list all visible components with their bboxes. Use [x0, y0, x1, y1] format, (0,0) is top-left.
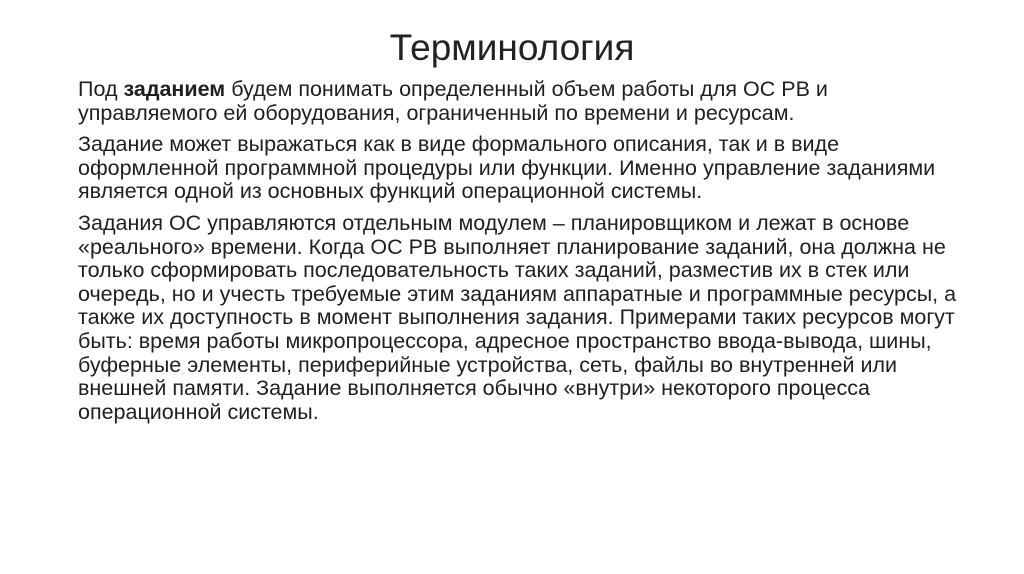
paragraph-1-text: будем понимать определенный объем работы для ОС РВ и управляемого ей оборудования, ограниченный по времени и ресурсам. — [78, 77, 828, 125]
paragraph-1-prefix: Под — [78, 77, 124, 101]
paragraph-task-forms: Задание может выражаться как в виде формального описания, так и в виде оформленной программной процедуры или функции. Именно управление заданиями является одной из основных функций операционной системы. — [78, 132, 936, 204]
paragraph-task-definition — [78, 78, 958, 125]
term-task: заданием — [123, 77, 226, 101]
paragraph-task-scheduling: Задания ОС управляются отдельным модулем – планировщиком и лежат в основе «реального» времени. Когда ОС РВ выполняет планирование заданий, она должна не только сформировать последовательность таких заданий, разместив их в стек или очередь, но и учесть требуемые этим заданиям аппаратные и программные ресурсы, а также их доступность в момент выполнения задания. Примерами таких ресурсов могут быть: время работы микропроцессора, адресное пространство ввода-вывода, шины, буферные элементы, периферийные устройства, сеть, файлы во внутренней или внешней памяти. Задание выполняется обычно «внутри» некоторого процесса операционной системы. — [78, 210, 957, 424]
slide-title: Терминология — [389, 27, 635, 68]
slide-body — [78, 78, 958, 432]
